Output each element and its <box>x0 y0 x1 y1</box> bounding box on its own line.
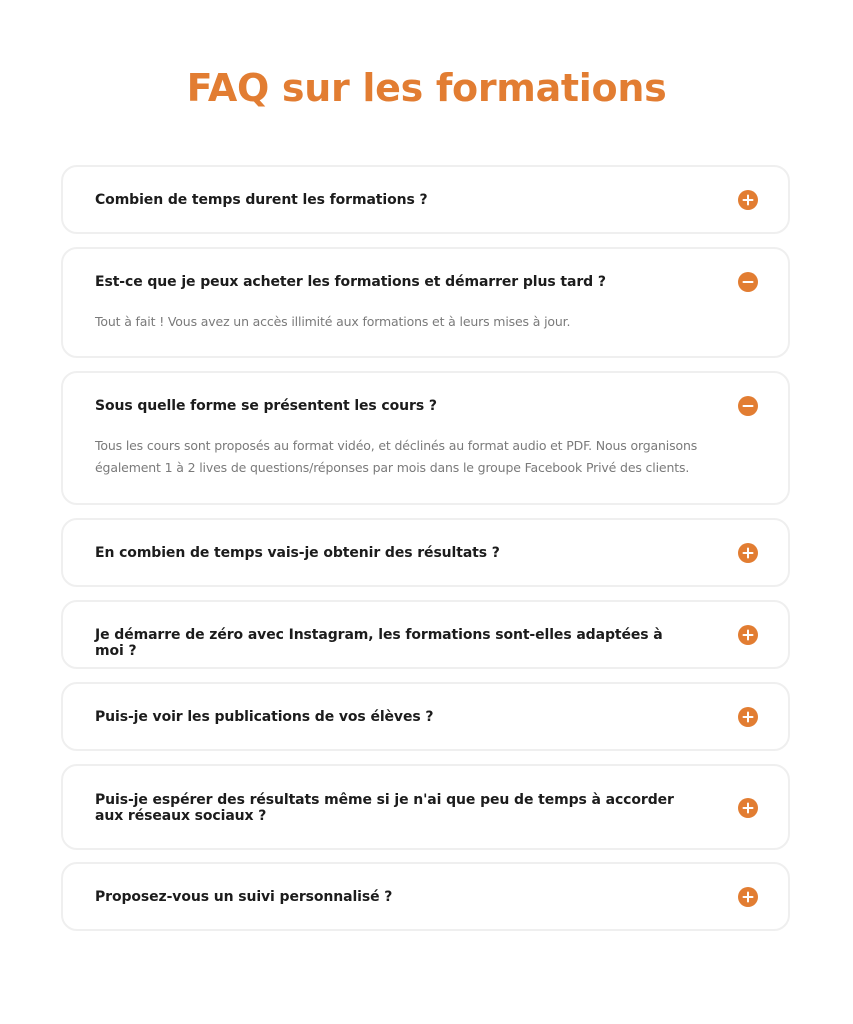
plus-circle-icon[interactable] <box>738 798 758 818</box>
plus-circle-icon[interactable] <box>738 707 758 727</box>
faq-item-little-time[interactable] <box>61 764 790 850</box>
faq-question[interactable]: Combien de temps durent les formations ? <box>95 192 428 208</box>
minus-circle-icon[interactable] <box>738 272 758 292</box>
faq-item-student-posts[interactable] <box>61 682 790 751</box>
faq-question[interactable]: Puis-je voir les publications de vos élèves ? <box>95 709 434 725</box>
minus-circle-icon[interactable] <box>738 396 758 416</box>
plus-circle-icon[interactable] <box>738 190 758 210</box>
faq-question[interactable]: Je démarre de zéro avec Instagram, les formations sont-elles adaptées à moi ? <box>95 627 663 659</box>
faq-question[interactable]: Proposez-vous un suivi personnalisé ? <box>95 889 393 905</box>
faq-question[interactable]: Est-ce que je peux acheter les formations et démarrer plus tard ? <box>95 274 606 290</box>
faq-answer: Tout à fait ! Vous avez un accès illimité aux formations et à leurs mises à jour. <box>95 314 571 329</box>
faq-question[interactable]: Puis-je espérer des résultats même si je n'ai que peu de temps à accorder aux réseaux sociaux ? <box>95 792 674 824</box>
faq-item-results-time[interactable] <box>61 518 790 587</box>
faq-item-duration[interactable] <box>61 165 790 234</box>
faq-item-buy-later[interactable] <box>61 247 790 358</box>
plus-circle-icon[interactable] <box>738 625 758 645</box>
plus-circle-icon[interactable] <box>738 887 758 907</box>
faq-item-personal-follow-up[interactable] <box>61 862 790 931</box>
faq-question[interactable]: Sous quelle forme se présentent les cours ? <box>95 398 437 414</box>
faq-item-beginner[interactable] <box>61 600 790 669</box>
page-title: FAQ sur les formations <box>186 66 667 110</box>
plus-circle-icon[interactable] <box>738 543 758 563</box>
faq-item-course-format[interactable] <box>61 371 790 505</box>
faq-question[interactable]: En combien de temps vais-je obtenir des résultats ? <box>95 545 500 561</box>
faq-answer: Tous les cours sont proposés au format vidéo, et déclinés au format audio et PDF. Nous organisons également 1 à 2 lives de questions/réponses par mois dans le groupe Facebook Privé des clients. <box>95 438 698 475</box>
